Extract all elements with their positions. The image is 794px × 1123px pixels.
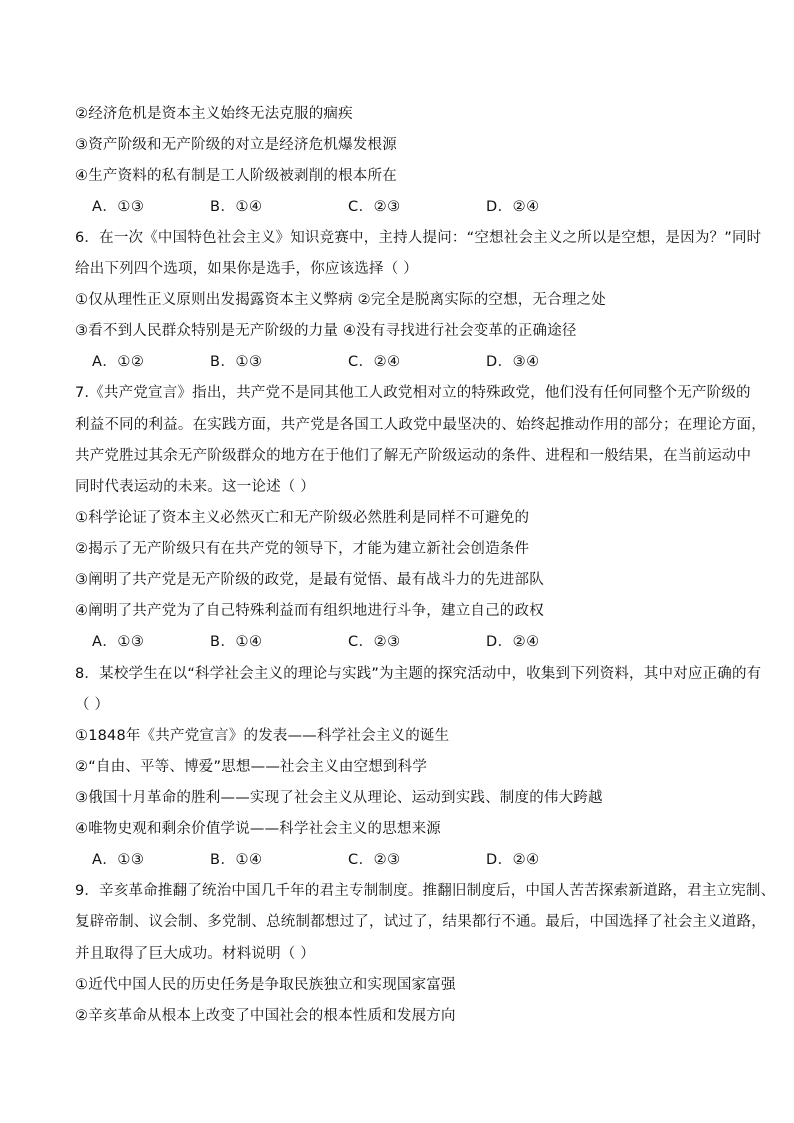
q9-stem-line-2: 复辟帝制、议会制、多党制、总统制都想过了，试过了，结果都行不通。最后，中国选择了社会主义道路， <box>75 914 766 930</box>
q5-option-d: D．②④ <box>486 199 540 215</box>
q7-option-c: C．②③ <box>348 634 401 650</box>
q5-option-b: B．①④ <box>210 199 263 215</box>
q6-stem-line-1: 6．在一次《中国特色社会主义》知识竞赛中，主持人提问：“空想社会主义之所以是空想，是因为？”同时 <box>75 230 762 246</box>
q6-option-d: D．③④ <box>486 354 540 370</box>
q8-option-a: A．①③ <box>92 852 145 868</box>
q8-item-1: ①1848年《共产党宣言》的发表——科学社会主义的诞生 <box>75 728 450 744</box>
q6-option-a: A．①② <box>92 354 145 370</box>
q7-stem-line-1: 7.《共产党宣言》指出，共产党不是同其他工人政党相对立的特殊政党，他们没有任何同整个无产阶级的 <box>75 385 751 401</box>
q7-option-b: B．①④ <box>210 634 263 650</box>
q8-option-b: B．①④ <box>210 852 263 868</box>
q7-stem-line-2: 利益不同的利益。在实践方面，共产党是各国工人政党中最坚决的、始终起推动作用的部分；在理论方面， <box>75 417 766 433</box>
q7-item-2: ②揭示了无产阶级只有在共产党的领导下，才能为建立新社会创造条件 <box>75 541 530 557</box>
q7-option-d: D．②④ <box>486 634 540 650</box>
q8-option-c: C．②③ <box>348 852 401 868</box>
q7-stem-line-3: 共产党胜过其余无产阶级群众的地方在于他们了解无产阶级运动的条件、进程和一般结果，在当前运动中 <box>75 448 752 464</box>
q8-option-d: D．②④ <box>486 852 540 868</box>
q8-stem-line-2: （ ） <box>75 697 110 713</box>
q6-option-b: B．①③ <box>210 354 263 370</box>
q6-option-c: C．②④ <box>348 354 401 370</box>
q7-option-a: A．①③ <box>92 634 145 650</box>
q9-stem-line-1: 9．辛亥革命推翻了统治中国几千年的君主专制制度。推翻旧制度后，中国人苦苦探索新道路，君主立宪制、 <box>75 883 776 899</box>
q9-item-2: ②辛亥革命从根本上改变了中国社会的根本性质和发展方向 <box>75 1008 456 1024</box>
q9-stem-line-3: 并且取得了巨大成功。材料说明（ ） <box>75 946 316 962</box>
q5-option-a: A．①③ <box>92 199 145 215</box>
q8-stem-line-1: 8．某校学生在以“科学社会主义的理论与实践”为主题的探究活动中，收集到下列资料，其中对应正确的有 <box>75 666 762 682</box>
q8-item-2: ②“自由、平等、博爱”思想——社会主义由空想到科学 <box>75 759 428 775</box>
q9-item-1: ①近代中国人民的历史任务是争取民族独立和实现国家富强 <box>75 977 456 993</box>
q5-item-3: ③资产阶级和无产阶级的对立是经济危机爆发根源 <box>75 137 397 153</box>
q5-item-4: ④生产资料的私有制是工人阶级被剥削的根本所在 <box>75 168 397 184</box>
q7-item-4: ④阐明了共产党为了自己特殊利益而有组织地进行斗争，建立自己的政权 <box>75 603 544 619</box>
q7-stem-line-4: 同时代表运动的未来。这一论述（ ） <box>75 479 316 495</box>
q6-items-row-1: ①仅从理性正义原则出发揭露资本主义弊病 ②完全是脱离实际的空想，无合理之处 <box>75 292 607 308</box>
q5-item-2: ②经济危机是资本主义始终无法克服的痼疾 <box>75 106 353 122</box>
q6-items-row-2: ③看不到人民群众特别是无产阶级的力量 ④没有寻找进行社会变革的正确途径 <box>75 323 577 339</box>
q6-stem-line-2: 给出下列四个选项，如果你是选手，你应该选择（ ） <box>75 261 418 277</box>
q5-option-c: C．②③ <box>348 199 401 215</box>
q7-item-3: ③阐明了共产党是无产阶级的政党，是最有觉悟、最有战斗力的先进部队 <box>75 572 544 588</box>
q7-item-1: ①科学论证了资本主义必然灭亡和无产阶级必然胜利是同样不可避免的 <box>75 510 530 526</box>
q8-item-3: ③俄国十月革命的胜利——实现了社会主义从理论、运动到实践、制度的伟大跨越 <box>75 790 603 806</box>
q8-item-4: ④唯物史观和剩余价值学说——科学社会主义的思想来源 <box>75 821 441 837</box>
